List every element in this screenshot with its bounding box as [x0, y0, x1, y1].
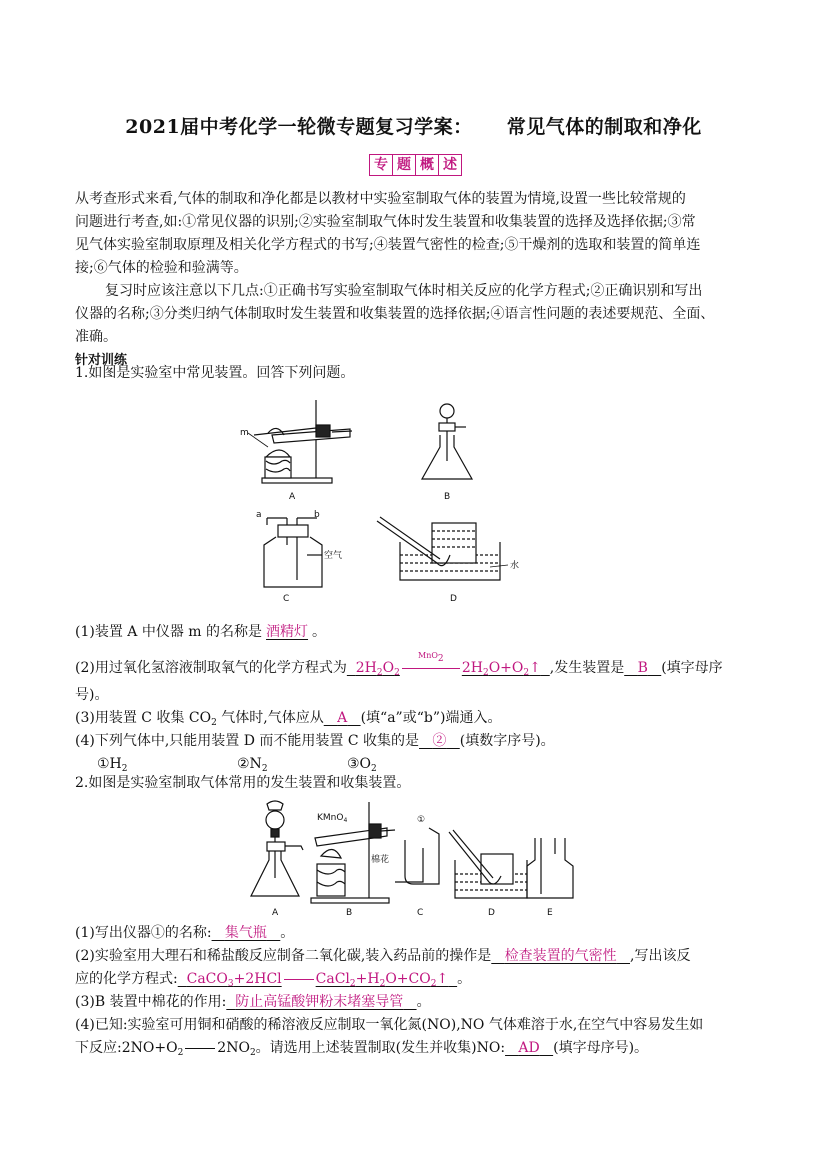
label-2C: C: [417, 908, 424, 918]
q2-stem: 2.如图是实验室制取气体常用的发生装置和收集装置。: [75, 775, 411, 791]
label-2B: B: [346, 908, 353, 918]
q1-figure: [232, 395, 532, 605]
topic-overview-badge: [369, 154, 462, 176]
option-1: $①H_2$: [97, 756, 128, 774]
q2-figure: [245, 798, 585, 923]
answer-q2-3: 防止高锰酸钾粉末堵塞导管: [235, 994, 404, 1010]
label-D: D: [450, 594, 457, 604]
intro-p1-line: 问题进行考查,如:①常见仪器的识别;②实验室制取气体时发生装置和收集装置的选择及选择依据;③常: [75, 214, 696, 230]
option-3: $③O_2$: [347, 756, 377, 774]
label-C: C: [283, 594, 290, 604]
title-sub: 常见气体的制取和净化: [506, 116, 702, 138]
q1-s3: (3)用装置 C 收集 $CO_2$ 气体时,气体应从 A (填“a”或“b”)端通入。: [75, 710, 502, 728]
answer-q1-1: 酒精灯: [266, 624, 309, 640]
option-2: $②N_2$: [237, 756, 268, 774]
label-kmno4: KMnO$_4$: [317, 813, 348, 824]
q2-s4: (4)已知:实验室可用铜和硝酸的稀溶液反应制取一氧化氮(NO),NO 气体难溶于水,在空气中容易发生如: [75, 1017, 704, 1033]
answer-q1-2-device: B: [637, 660, 648, 676]
intro-p1-line: 见气体实验室制取原理及相关化学方程式的书写;④装置气密性的检查;⑤干燥剂的选取和装置的简单连: [75, 237, 701, 253]
q1-s1: (1)装置 A 中仪器 m 的名称是 酒精灯 。: [75, 624, 327, 640]
q1-s2: (2)用过氧化氢溶液制取氧气的化学方程式为 $2H_2O_2$ MnO$_2$ $2H_2O+O_2↑$ ,发生装置是 B (填字母序: [75, 651, 723, 678]
q2-s3: (3)B 装置中棉花的作用: 防止高锰酸钾粉末堵塞导管 。: [75, 994, 431, 1010]
intro-p1-line: 从考查形式来看,气体的制取和净化都是以教材中实验室制取气体的装置为情境,设置一些比较常规的: [75, 191, 686, 207]
title-main: 2021届中考化学一轮微专题复习学案：: [125, 116, 473, 138]
badge-char: 题: [393, 155, 416, 175]
q1-stem: 1.如图是实验室中常见装置。回答下列问题。: [75, 365, 355, 381]
page-title: [0, 112, 827, 139]
label-A: A: [289, 492, 296, 502]
label-water: 水: [510, 561, 520, 571]
label-b: b: [314, 510, 320, 520]
badge-char: 概: [416, 155, 439, 175]
intro-p2-line: 仪器的名称;③分类归纳气体制取时发生装置和收集装置的选择依据;④语言性问题的表述要规范、全面、: [75, 306, 715, 322]
answer-q1-3: A: [337, 710, 348, 726]
intro-p2-line: 准确。: [75, 329, 117, 345]
badge-char: 述: [443, 157, 457, 173]
intro-p1-line: 接;⑥气体的检验和验满等。: [75, 260, 248, 276]
label-2D: D: [488, 908, 495, 918]
label-air: 空气: [324, 551, 343, 561]
label-one: ①: [417, 815, 426, 825]
q2-s2: (2)实验室用大理石和稀盐酸反应制备二氧化碳,装入药品前的操作是 检查装置的气密性 ,写出该反: [75, 948, 691, 964]
q1-s4: (4)下列气体中,只能用装置 D 而不能用装置 C 收集的是 ② (填数字序号)。: [75, 733, 555, 749]
q2-s1: (1)写出仪器①的名称: 集气瓶 。: [75, 925, 295, 941]
q1-s2-cont: 号)。: [75, 687, 109, 703]
answer-q2-2-op: 检查装置的气密性: [504, 948, 617, 964]
answer-q2-2-equation: CaCO$_3$+2HCl $CaCl_2+H_2O+CO_2↑$: [186, 971, 449, 989]
label-a: a: [256, 510, 262, 520]
label-2A: A: [272, 908, 279, 918]
answer-q1-4: ②: [432, 733, 447, 749]
label-2E: E: [547, 908, 553, 918]
section-heading: 针对训练: [75, 353, 128, 368]
q2-s4-cont: 下反应$:2NO+O_2$ $2NO_2$。请选用上述装置制取(发生并收集)NO: AD (填字母序号)。: [75, 1040, 649, 1058]
answer-q2-1: 集气瓶: [224, 925, 267, 941]
badge-char: 专: [370, 155, 393, 175]
label-m: m: [240, 428, 249, 438]
intro-p2-line: 复习时应该注意以下几点:①正确书写实验室制取气体时相关反应的化学方程式;②正确识别和写出: [105, 283, 703, 299]
q2-s2-cont: 应的化学方程式: CaCO$_3$+2HCl $CaCl_2+H_2O+CO_2↑$ 。: [75, 971, 472, 989]
label-cotton: 棉花: [371, 855, 390, 865]
answer-q1-2-equation: $2H_2O_2$ MnO$_2$ $2H_2O+O_2↑$: [355, 651, 541, 678]
label-B: B: [444, 492, 451, 502]
answer-q2-4: AD: [518, 1040, 540, 1056]
